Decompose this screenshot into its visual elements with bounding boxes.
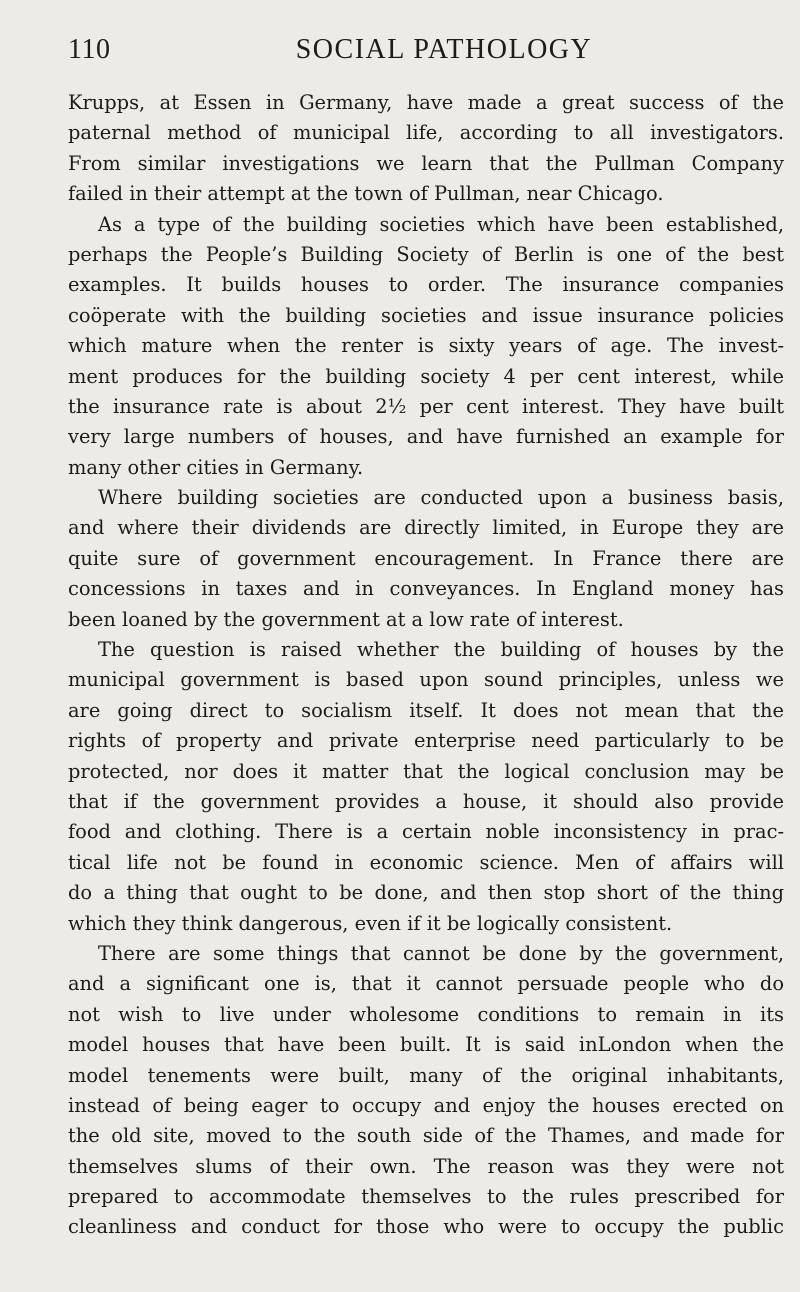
text-line: ment produces for the building society 4 per cent interest, while bbox=[68, 364, 784, 388]
text-line: paternal method of municipal life, according to all investigators. bbox=[68, 121, 784, 145]
text-line: that if the government provides a house, it should also provide bbox=[68, 789, 784, 813]
text-line: coöperate with the building societies and issue insurance policies bbox=[68, 303, 784, 327]
text-line: Where building societies are conducted upon a business basis, bbox=[98, 486, 784, 510]
text-line: failed in their attempt at the town of Pullman, near Chicago. bbox=[68, 182, 664, 206]
text-line: which mature when the renter is sixty years of age. The invest- bbox=[68, 334, 784, 358]
text-line: perhaps the People’s Building Society of Berlin is one of the best bbox=[68, 242, 784, 266]
text-line: instead of being eager to occupy and enjoy the houses erected on bbox=[68, 1093, 784, 1117]
text-line: very large numbers of houses, and have furnished an example for bbox=[68, 425, 784, 449]
text-line: do a thing that ought to be done, and then stop short of the thing bbox=[68, 881, 784, 905]
text-line: concessions in taxes and in conveyances. In England money has bbox=[68, 577, 784, 601]
page-header bbox=[68, 30, 780, 70]
text-line: and where their dividends are directly limited, in Europe they are bbox=[68, 516, 784, 540]
text-line: examples. It builds houses to order. The insurance companies bbox=[68, 273, 784, 297]
text-line: As a type of the building societies which have been established, bbox=[98, 212, 784, 236]
running-title: SOCIAL PATHOLOGY bbox=[295, 34, 593, 65]
text-line: food and clothing. There is a certain noble inconsistency in prac- bbox=[68, 820, 784, 844]
text-line: The question is raised whether the building of houses by the bbox=[98, 638, 784, 662]
text-line: which they think dangerous, even if it be logically consistent. bbox=[68, 911, 673, 935]
text-line: themselves slums of their own. The reason was they were not bbox=[68, 1154, 784, 1178]
text-line: protected, nor does it matter that the logical conclusion may be bbox=[68, 759, 784, 783]
text-line: There are some things that cannot be done by the government, bbox=[98, 941, 784, 965]
text-line: and a significant one is, that it cannot persuade people who do bbox=[68, 972, 784, 996]
text-line: prepared to accommodate themselves to the rules prescribed for bbox=[68, 1185, 784, 1209]
text-line: model houses that have been built. It is said inLondon when the bbox=[68, 1033, 784, 1057]
text-line: many other cities in Germany. bbox=[68, 455, 364, 479]
text-line: municipal government is based upon sound principles, unless we bbox=[68, 668, 784, 692]
text-line: quite sure of government encouragement. In France there are bbox=[68, 546, 784, 570]
text-line: been loaned by the government at a low rate of interest. bbox=[68, 607, 624, 631]
text-line: the old site, moved to the south side of the Thames, and made for bbox=[68, 1124, 784, 1148]
text-line: Krupps, at Essen in Germany, have made a great success of the bbox=[68, 91, 784, 114]
text-line: cleanliness and conduct for those who were to occupy the public bbox=[68, 1215, 784, 1239]
body-text bbox=[68, 88, 784, 1243]
text-line: the insurance rate is about 2½ per cent interest. They have built bbox=[68, 394, 784, 418]
text-line: model tenements were built, many of the original inhabitants, bbox=[68, 1063, 784, 1087]
text-line: are going direct to socialism itself. It does not mean that the bbox=[68, 698, 784, 722]
text-line: From similar investigations we learn that the Pullman Company bbox=[68, 151, 784, 175]
page-number: 110 bbox=[68, 34, 111, 65]
text-line: rights of property and private enterprise need particularly to be bbox=[68, 729, 784, 753]
text-line: not wish to live under wholesome conditions to remain in its bbox=[68, 1002, 784, 1026]
text-line: tical life not be found in economic science. Men of affairs will bbox=[68, 850, 784, 874]
